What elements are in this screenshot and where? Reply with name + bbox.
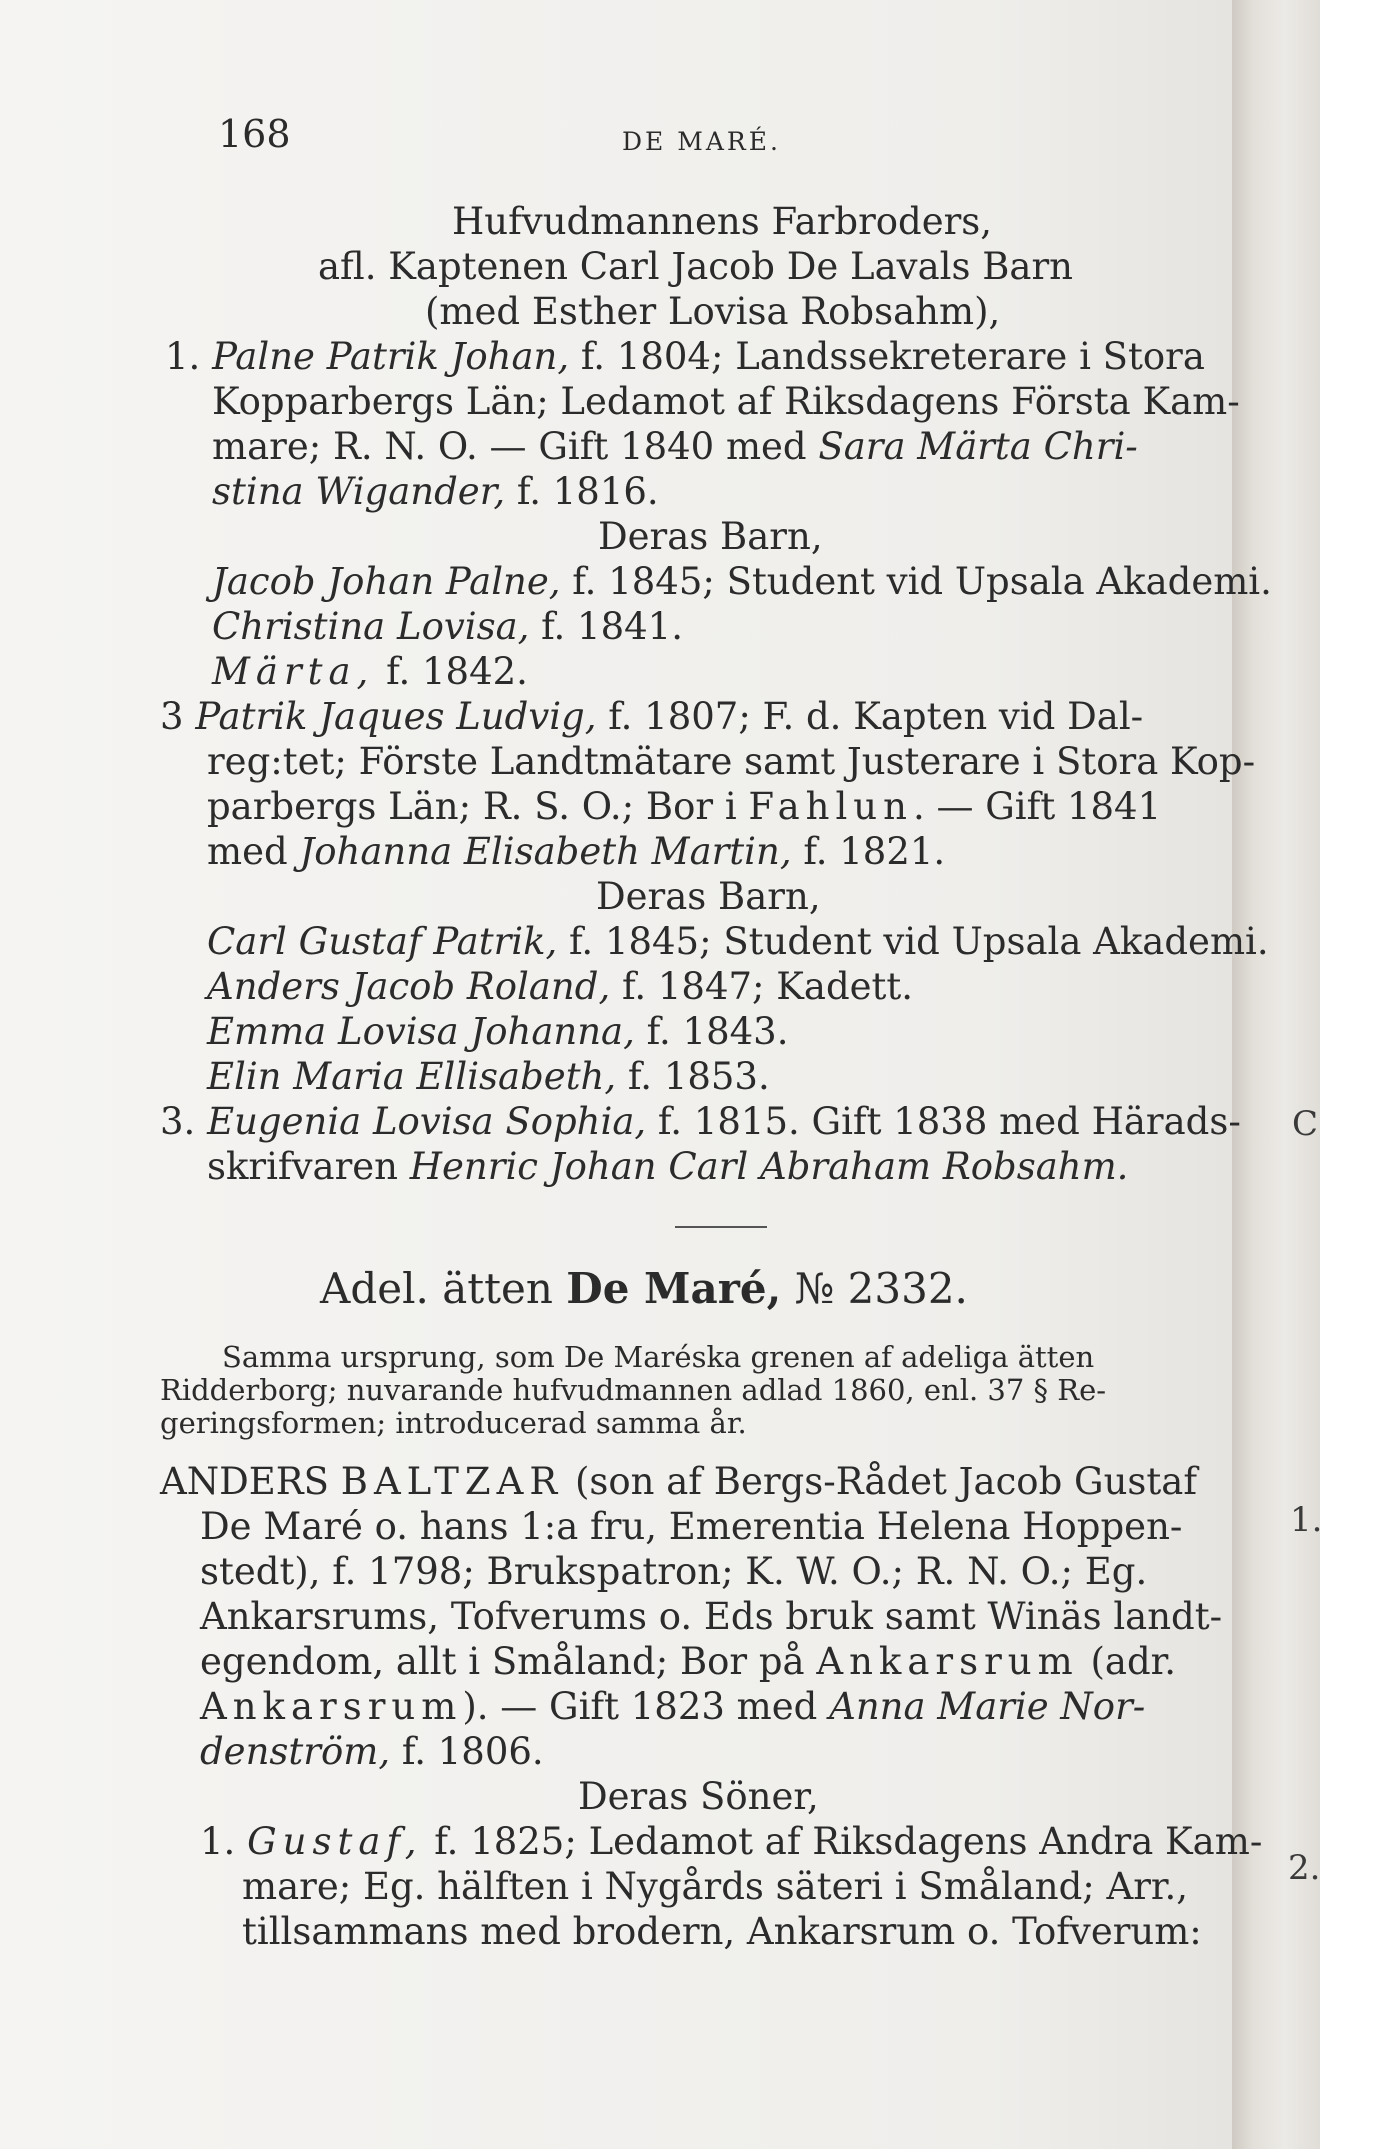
head-entry: Ankarsrum). — Gift 1823 med Anna Marie Nor- [200, 1685, 1146, 1728]
child-entry: Carl Gustaf Patrik, f. 1845; Student vid Upsala Akademi. [207, 920, 1269, 963]
entry-line: 3. Eugenia Lovisa Sophia, f. 1815. Gift 1838 med Härads- [160, 1100, 1241, 1143]
child-entry: Märta, f. 1842. [212, 650, 528, 693]
head-entry: egendom, allt i Småland; Bor på Ankarsrum (adr. [200, 1640, 1177, 1683]
family-title: Adel. ätten De Maré, № 2332. [320, 1264, 968, 1313]
entry-line: med Johanna Elisabeth Martin, f. 1821. [207, 830, 946, 873]
head-entry: De Maré o. hans 1:a fru, Emerentia Helena Hoppen- [200, 1505, 1183, 1548]
margin-mark: 2. [1288, 1848, 1321, 1888]
entry-line: stina Wigander, f. 1816. [212, 470, 659, 513]
section-divider [675, 1226, 767, 1228]
child-entry: Jacob Johan Palne, f. 1845; Student vid Upsala Akademi. [212, 560, 1272, 603]
head-entry: Ankarsrums, Tofverums o. Eds bruk samt Winäs landt- [200, 1595, 1223, 1638]
running-title: DE MARÉ. [622, 127, 781, 156]
intro-line: Ridderborg; nuvarande hufvudmannen adlad 1860, enl. 37 § Re- [160, 1373, 1107, 1407]
head-entry: ANDERS BALTZAR (son af Bergs-Rådet Jacob Gustaf [160, 1460, 1198, 1503]
page-number: 168 [218, 112, 291, 156]
entry-line: parbergs Län; R. S. O.; Bor i Fahlun. — Gift 1841 [207, 785, 1162, 828]
son-entry: mare; Eg. hälften i Nygårds säteri i Småland; Arr., [242, 1865, 1189, 1908]
children-heading: Deras Barn, [598, 515, 823, 558]
section-heading: Hufvudmannens Farbroders, [452, 200, 993, 243]
entry-line: skrifvaren Henric Johan Carl Abraham Robsahm. [207, 1145, 1129, 1188]
entry-line: Kopparbergs Län; Ledamot af Riksdagens Första Kam- [212, 380, 1240, 423]
child-entry: Elin Maria Ellisabeth, f. 1853. [207, 1055, 770, 1098]
entry-line: mare; R. N. O. — Gift 1840 med Sara Märta Chri- [212, 425, 1138, 468]
right-margin-strip [1320, 0, 1377, 2149]
entry-line: 1. Palne Patrik Johan, f. 1804; Landssekreterare i Stora [165, 335, 1205, 378]
sons-heading: Deras Söner, [578, 1775, 819, 1818]
son-entry: tillsammans med brodern, Ankarsrum o. Tofverum: [242, 1910, 1202, 1953]
head-entry: stedt), f. 1798; Brukspatron; K. W. O.; R. N. O.; Eg. [200, 1550, 1148, 1593]
intro-line: Samma ursprung, som De Maréska grenen af adeliga ätten [222, 1340, 1095, 1374]
son-entry: 1. Gustaf, f. 1825; Ledamot af Riksdagens Andra Kam- [200, 1820, 1263, 1863]
entry-line: 3 Patrik Jaques Ludvig, f. 1807; F. d. Kapten vid Dal- [160, 695, 1144, 738]
children-heading: Deras Barn, [596, 875, 821, 918]
section-heading: (med Esther Lovisa Robsahm), [425, 290, 1001, 333]
entry-line: reg:tet; Förste Landtmätare samt Justerare i Stora Kop- [207, 740, 1256, 783]
child-entry: Christina Lovisa, f. 1841. [212, 605, 683, 648]
margin-mark: C [1292, 1104, 1319, 1144]
head-entry: denström, f. 1806. [200, 1730, 544, 1773]
child-entry: Emma Lovisa Johanna, f. 1843. [207, 1010, 789, 1053]
margin-mark: 1. [1290, 1500, 1323, 1540]
intro-line: geringsformen; introducerad samma år. [160, 1406, 747, 1440]
child-entry: Anders Jacob Roland, f. 1847; Kadett. [207, 965, 914, 1008]
section-heading: afl. Kaptenen Carl Jacob De Lavals Barn [318, 245, 1073, 288]
